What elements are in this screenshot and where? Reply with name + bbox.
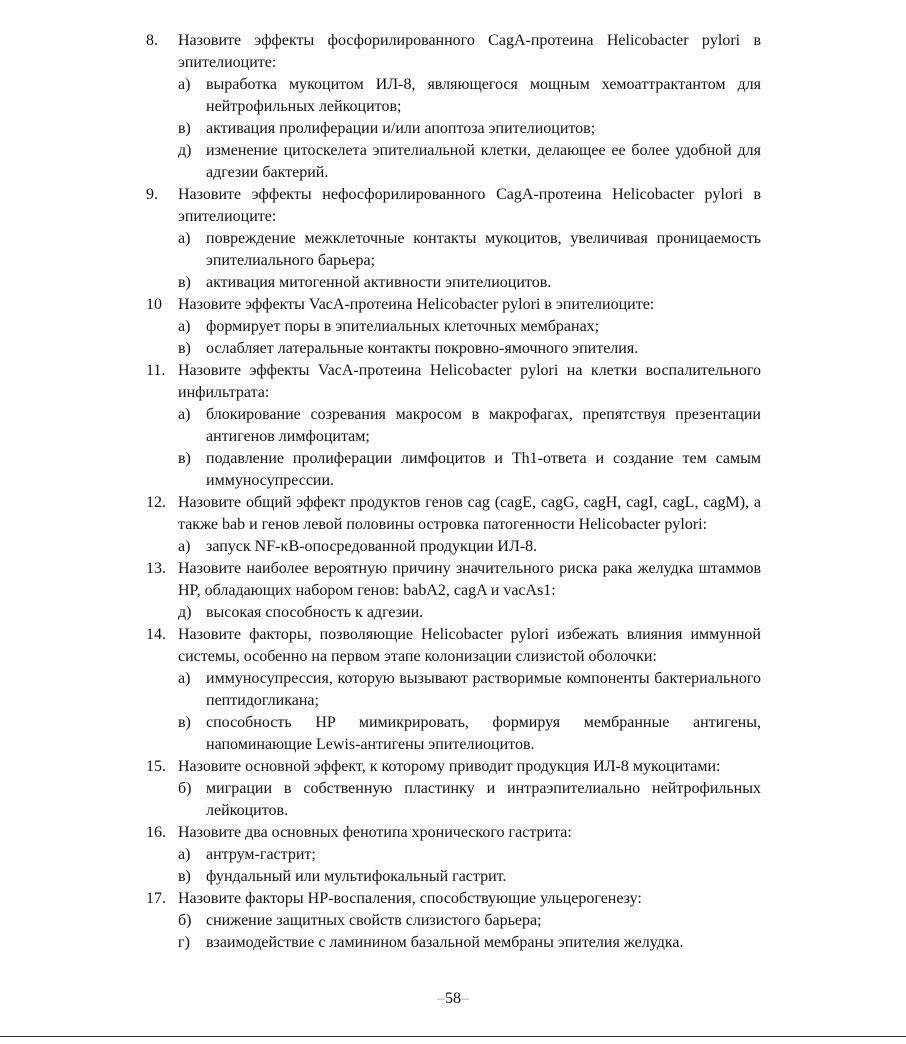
answer-option [178, 118, 761, 140]
question-item [146, 822, 761, 844]
option-text: блокирование созревания макросом в макрофагах, препятствуя презентации антигенов лимфоцитам; [206, 406, 761, 445]
option-text: антрум-гастрит; [206, 846, 316, 863]
bottom-rule [0, 1036, 906, 1037]
question-item [146, 294, 761, 316]
option-letter: в) [178, 714, 191, 731]
question-number: 15. [146, 758, 166, 775]
question-item [146, 30, 761, 74]
answer-option [178, 910, 761, 932]
option-letter: а) [178, 846, 191, 863]
question-text: Назовите эффекты VacA-протеина Helicobacter pylori на клетки воспалительного инфильтрата: [178, 362, 761, 401]
page-footer: –58– [437, 990, 469, 1007]
option-text: повреждение межклеточные контакты мукоцитов, увеличивая проницаемость эпителиального барьера; [206, 230, 761, 269]
option-letter: д) [178, 142, 192, 159]
option-text: ослабляет латеральные контакты покровно-ямочного эпителия. [206, 340, 639, 357]
answer-option [178, 866, 761, 888]
question-item [146, 756, 761, 778]
question-text: Назовите эффекты нефосфорилированного CagA-протеина Helicobacter pylori в эпителиоците: [178, 186, 761, 225]
question-text: Назовите эффекты фосфорилированного CagA-протеина Helicobacter pylori в эпителиоците: [178, 32, 761, 71]
question-number: 8. [146, 32, 158, 49]
answer-option [178, 272, 761, 294]
option-text: иммуносупрессия, которую вызывают растворимые компоненты бактериального пептидогликана; [206, 670, 761, 709]
question-number: 11. [146, 362, 166, 379]
question-text: Назовите факторы, позволяющие Helicobacter pylori избежать влияния иммунной системы, особенно на первом этапе колонизации слизистой оболочки: [178, 626, 761, 665]
option-text: выработка мукоцитом ИЛ-8, являющегося мощным хемоаттрактантом для нейтрофильных лейкоцитов; [206, 76, 761, 115]
option-text: изменение цитоскелета эпителиальной клетки, делающее ее более удобной для адгезии бактерий. [206, 142, 761, 181]
question-number: 16. [146, 824, 166, 841]
answer-option [178, 228, 761, 272]
question-item [146, 624, 761, 668]
answer-option [178, 778, 761, 822]
option-letter: б) [178, 780, 192, 797]
option-text: запуск NF-κB-опосредованной продукции ИЛ-8. [206, 538, 538, 555]
option-text: формирует поры в эпителиальных клеточных мембранах; [206, 318, 600, 335]
option-letter: в) [178, 868, 191, 885]
question-number: 14. [146, 626, 166, 643]
option-letter: в) [178, 450, 191, 467]
option-letter: а) [178, 538, 191, 555]
answer-option [178, 932, 761, 954]
question-item [146, 558, 761, 602]
option-text: фундальный или мультифокальный гастрит. [206, 868, 507, 885]
option-letter: в) [178, 340, 191, 357]
question-item [146, 888, 761, 910]
option-letter: а) [178, 670, 191, 687]
option-letter: б) [178, 912, 192, 929]
option-text: взаимодействие с ламинином базальной мембраны эпителия желудка. [206, 934, 684, 951]
option-text: активация пролиферации и/или апоптоза эпителиоцитов; [206, 120, 596, 137]
option-letter: в) [178, 274, 191, 291]
answer-option [178, 338, 761, 360]
answer-option [178, 448, 761, 492]
option-letter: в) [178, 120, 191, 137]
option-letter: г) [178, 934, 190, 951]
question-item [146, 360, 761, 404]
answer-option [178, 844, 761, 866]
option-text: снижение защитных свойств слизистого барьера; [206, 912, 542, 929]
answer-option [178, 404, 761, 448]
question-text: Назовите два основных фенотипа хронического гастрита: [178, 824, 572, 841]
question-item [146, 184, 761, 228]
question-text: Назовите наиболее вероятную причину значительного риска рака желудка штаммов HP, обладающих набором генов: babA2, cagA и vacAs1: [178, 560, 761, 599]
page-number: 58 [445, 990, 461, 1007]
answer-option [178, 668, 761, 712]
option-letter: а) [178, 318, 191, 335]
answer-option [178, 602, 761, 624]
question-number: 10 [146, 296, 162, 313]
answer-option [178, 712, 761, 756]
option-text: высокая способность к адгезии. [206, 604, 424, 621]
question-text: Назовите основной эффект, к которому приводит продукция ИЛ-8 мукоцитами: [178, 758, 721, 775]
question-number: 12. [146, 494, 166, 511]
question-list [146, 30, 761, 954]
answer-option [178, 140, 761, 184]
question-number: 9. [146, 186, 158, 203]
question-number: 13. [146, 560, 166, 577]
option-text: подавление пролиферации лимфоцитов и Th1-ответа и создание тем самым иммуносупрессии. [206, 450, 761, 489]
answer-option [178, 536, 761, 558]
question-number: 17. [146, 890, 166, 907]
question-item [146, 492, 761, 536]
option-letter: а) [178, 406, 191, 423]
option-text: миграции в собственную пластинку и интраэпителиально нейтрофильных лейкоцитов. [206, 780, 761, 819]
option-text: активация митогенной активности эпителиоцитов. [206, 274, 552, 291]
option-letter: а) [178, 76, 191, 93]
option-letter: д) [178, 604, 192, 621]
answer-option [178, 74, 761, 118]
question-text: Назовите общий эффект продуктов генов cag (cagE, cagG, cagH, cagI, cagL, cagM), а также bab и генов левой половины островка патогенности Helicobacter pylori: [178, 494, 761, 533]
question-text: Назовите факторы HP-воспаления, способствующие ульцерогенезу: [178, 890, 642, 907]
question-text: Назовите эффекты VacA-протеина Helicobacter pylori в эпителиоците: [178, 296, 655, 313]
option-letter: а) [178, 230, 191, 247]
option-text: способность HP мимикрировать, формируя мембранные антигены, напоминающие Lewis-антигены эпителиоцитов. [206, 714, 761, 753]
answer-option [178, 316, 761, 338]
